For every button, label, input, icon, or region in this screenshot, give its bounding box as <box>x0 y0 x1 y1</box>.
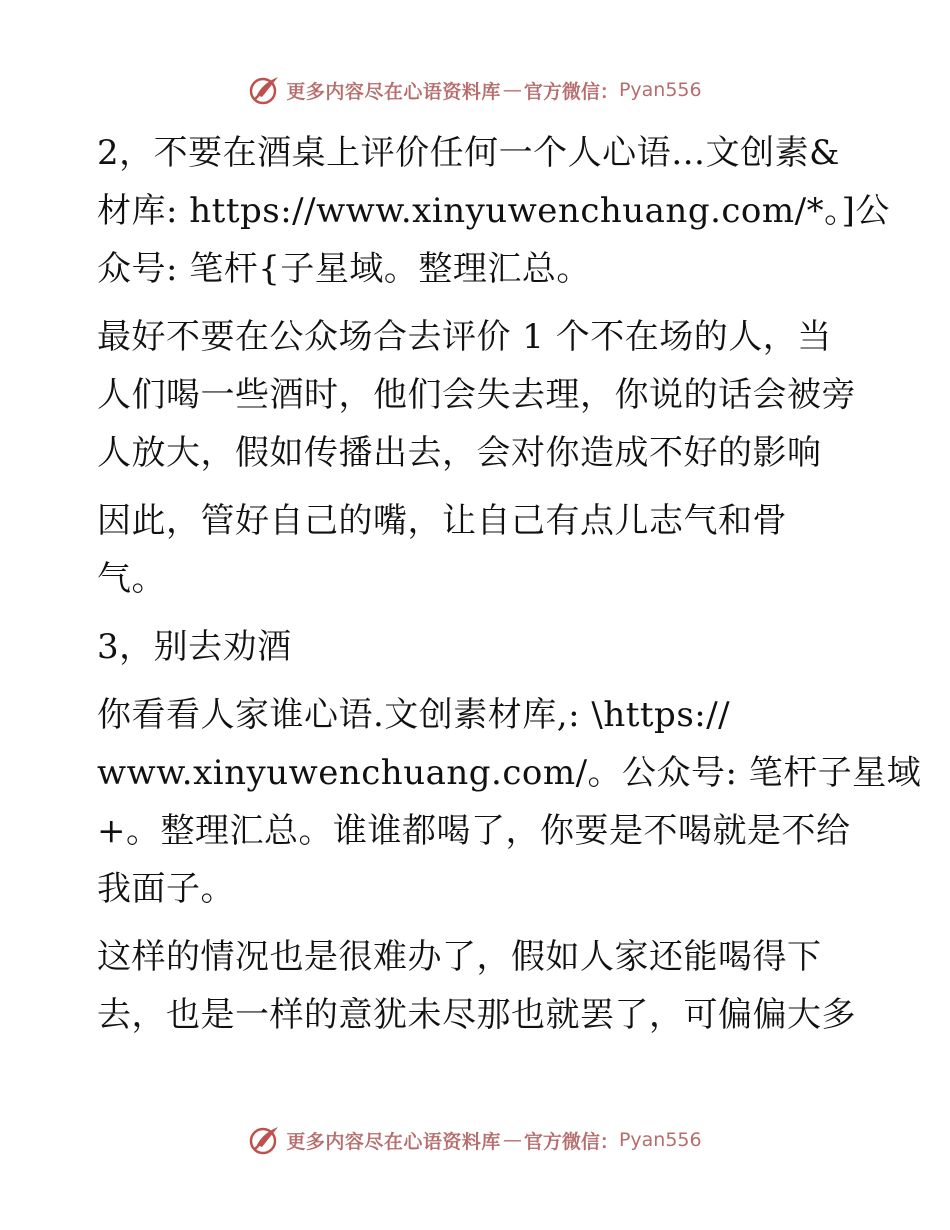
text-line: +。整理汇总。谁谁都喝了，你要是不喝就是不给 <box>97 811 851 851</box>
text-line: 气。 <box>97 559 166 599</box>
text-line: 人放大，假如传播出去，会对你造成不好的影响 <box>97 433 822 473</box>
text-line: www.xinyuwenchuang.com/。公众号: 笔杆子星域 <box>97 753 922 793</box>
paragraph <box>97 124 890 298</box>
watermark-text: 更多内容尽在心语资料库 <box>286 1130 501 1153</box>
brush-logo-icon <box>248 73 282 107</box>
text-line: 材库: https://www.xinyuwenchuang.com/*。]公 <box>97 191 890 231</box>
watermark-separator: — <box>502 1129 522 1151</box>
text-line: 这样的情况也是很难办了，假如人家还能喝得下 <box>97 937 822 977</box>
text-line: 众号: 笔杆{子星域。整理汇总。 <box>97 249 591 289</box>
header-watermark <box>0 70 950 110</box>
paragraph <box>97 928 857 1044</box>
section-heading <box>97 618 857 676</box>
paragraph <box>97 686 922 918</box>
watermark-separator: — <box>502 79 522 101</box>
text-line: 最好不要在公众场合去评价 1 个不在场的人，当 <box>97 317 832 357</box>
footer-watermark <box>0 1120 950 1160</box>
paragraph <box>97 308 857 482</box>
watermark-wechat-id: Pyan556 <box>618 1129 702 1151</box>
paragraph <box>97 492 857 608</box>
text-line: 你看看人家谁心语.文创素材库,: \https:// <box>97 695 731 735</box>
watermark-text: 更多内容尽在心语资料库 <box>286 80 501 103</box>
watermark-wechat-id: Pyan556 <box>618 79 702 101</box>
document-body <box>97 124 922 1044</box>
text-line: 人们喝一些酒时，他们会失去理，你说的话会被旁 <box>97 375 856 415</box>
text-line: 去，也是一样的意犹未尽那也就罢了，可偏偏大多 <box>97 995 856 1035</box>
text-line: 因此，管好自己的嘴，让自己有点儿志气和骨 <box>97 501 787 541</box>
text-line: 2，不要在酒桌上评价任何一个人心语…文创素& <box>97 133 840 173</box>
text-line: 3，别去劝酒 <box>97 627 292 667</box>
text-line: 我面子。 <box>97 869 235 909</box>
watermark-wechat-label: 官方微信： <box>523 80 619 103</box>
brush-logo-icon <box>248 1123 282 1157</box>
watermark-wechat-label: 官方微信： <box>523 1130 619 1153</box>
